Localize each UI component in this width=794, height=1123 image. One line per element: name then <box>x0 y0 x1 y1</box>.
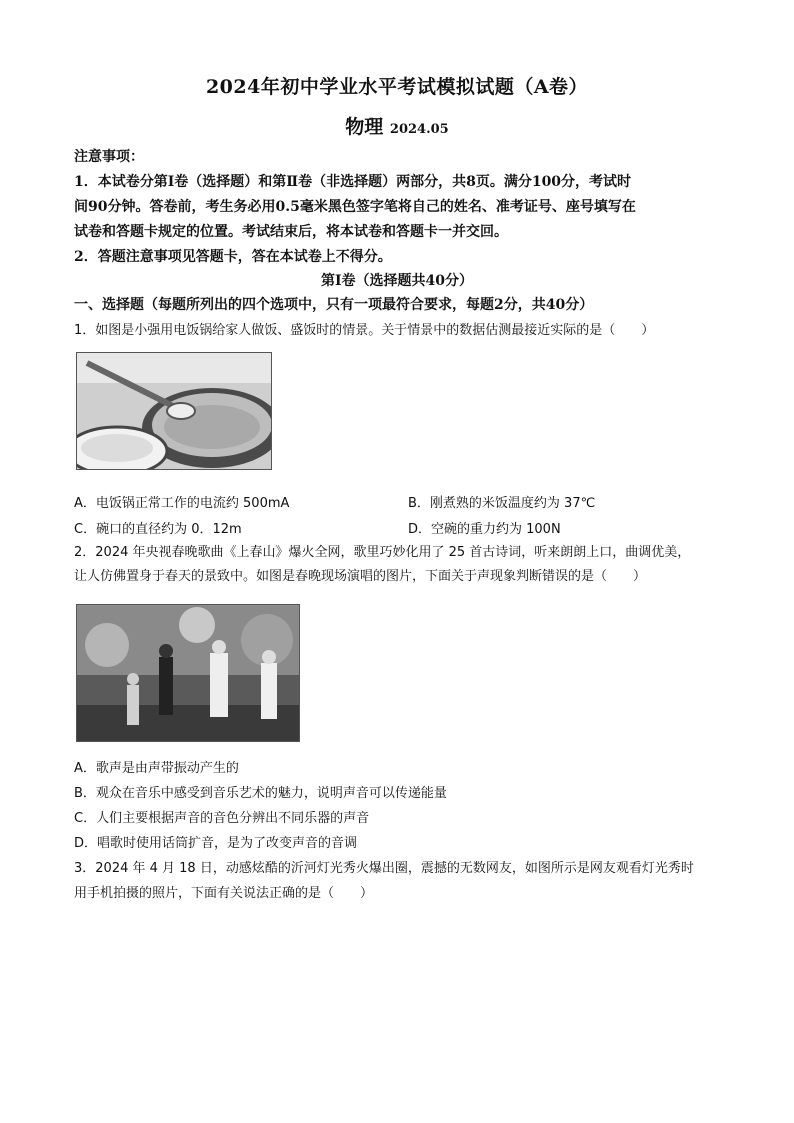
stage-performance-illustration <box>77 605 299 741</box>
question-3-stem-line-2: 用手机拍摄的照片，下面有关说法正确的是（ ） <box>74 886 374 901</box>
part-one-title: 第Ⅰ卷（选择题共40分） <box>320 273 474 289</box>
spring-gala-photo <box>76 604 300 742</box>
question-1-option-c: C．碗口的直径约为 0．12m <box>74 522 242 537</box>
question-1-option-a: A．电饭锅正常工作的电流约 500mA <box>74 496 290 511</box>
rice-cooker-illustration <box>77 353 271 469</box>
notice-line: 间90分钟。答卷前，考生务必用0.5毫米黑色签字笔将自己的姓名、准考证号、座号填写在 <box>74 199 636 215</box>
question-1-stem: 1．如图是小强用电饭锅给家人做饭、盛饭时的情景。关于情景中的数据估测最接近实际的是（ ） <box>74 323 655 338</box>
exam-subtitle <box>0 112 794 139</box>
question-2-stem-line-2: 让人仿佛置身于春天的景致中。如图是春晚现场演唱的图片，下面关于声现象判断错误的是（ ） <box>74 569 647 584</box>
question-2-stem-line-1: 2．2024 年央视春晚歌曲《上春山》爆火全网，歌里巧妙化用了 25 首古诗词，听来朗朗上口，曲调优美， <box>74 545 691 560</box>
notice-line: 1．本试卷分第Ⅰ卷（选择题）和第Ⅱ卷（非选择题）两部分，共8页。满分100分，考试时 <box>74 174 632 190</box>
notice-heading: 注意事项： <box>74 149 144 165</box>
exam-date: 2024.05 <box>389 122 449 137</box>
question-2-option-b: B．观众在音乐中感受到音乐艺术的魅力，说明声音可以传递能量 <box>74 786 447 801</box>
rice-cooker-photo <box>76 352 272 470</box>
question-1-option-d: D．空碗的重力约为 100N <box>408 522 561 537</box>
exam-title: 2024年初中学业水平考试模拟试题（A卷） <box>205 76 589 98</box>
section-heading: 一、选择题（每题所列出的四个选项中，只有一项最符合要求，每题2分，共40分） <box>74 297 594 313</box>
notice-section <box>74 145 724 270</box>
question-3-stem-line-1: 3．2024 年 4 月 18 日，动感炫酷的沂河灯光秀火爆出圈，震撼的无数网友，如图所示是网友观看灯光秀时 <box>74 861 694 876</box>
question-2-option-a: A．歌声是由声带振动产生的 <box>74 761 239 776</box>
question-1-option-b: B．刚煮熟的米饭温度约为 37℃ <box>408 496 596 511</box>
notice-line: 试卷和答题卡规定的位置。考试结束后，将本试卷和答题卡一并交回。 <box>74 224 508 240</box>
subject-name: 物理 <box>345 116 384 138</box>
notice-line: 2．答题注意事项见答题卡，答在本试卷上不得分。 <box>74 249 392 265</box>
question-2-option-d: D．唱歌时使用话筒扩音，是为了改变声音的音调 <box>74 836 358 851</box>
question-2-option-c: C．人们主要根据声音的音色分辨出不同乐器的声音 <box>74 811 370 826</box>
